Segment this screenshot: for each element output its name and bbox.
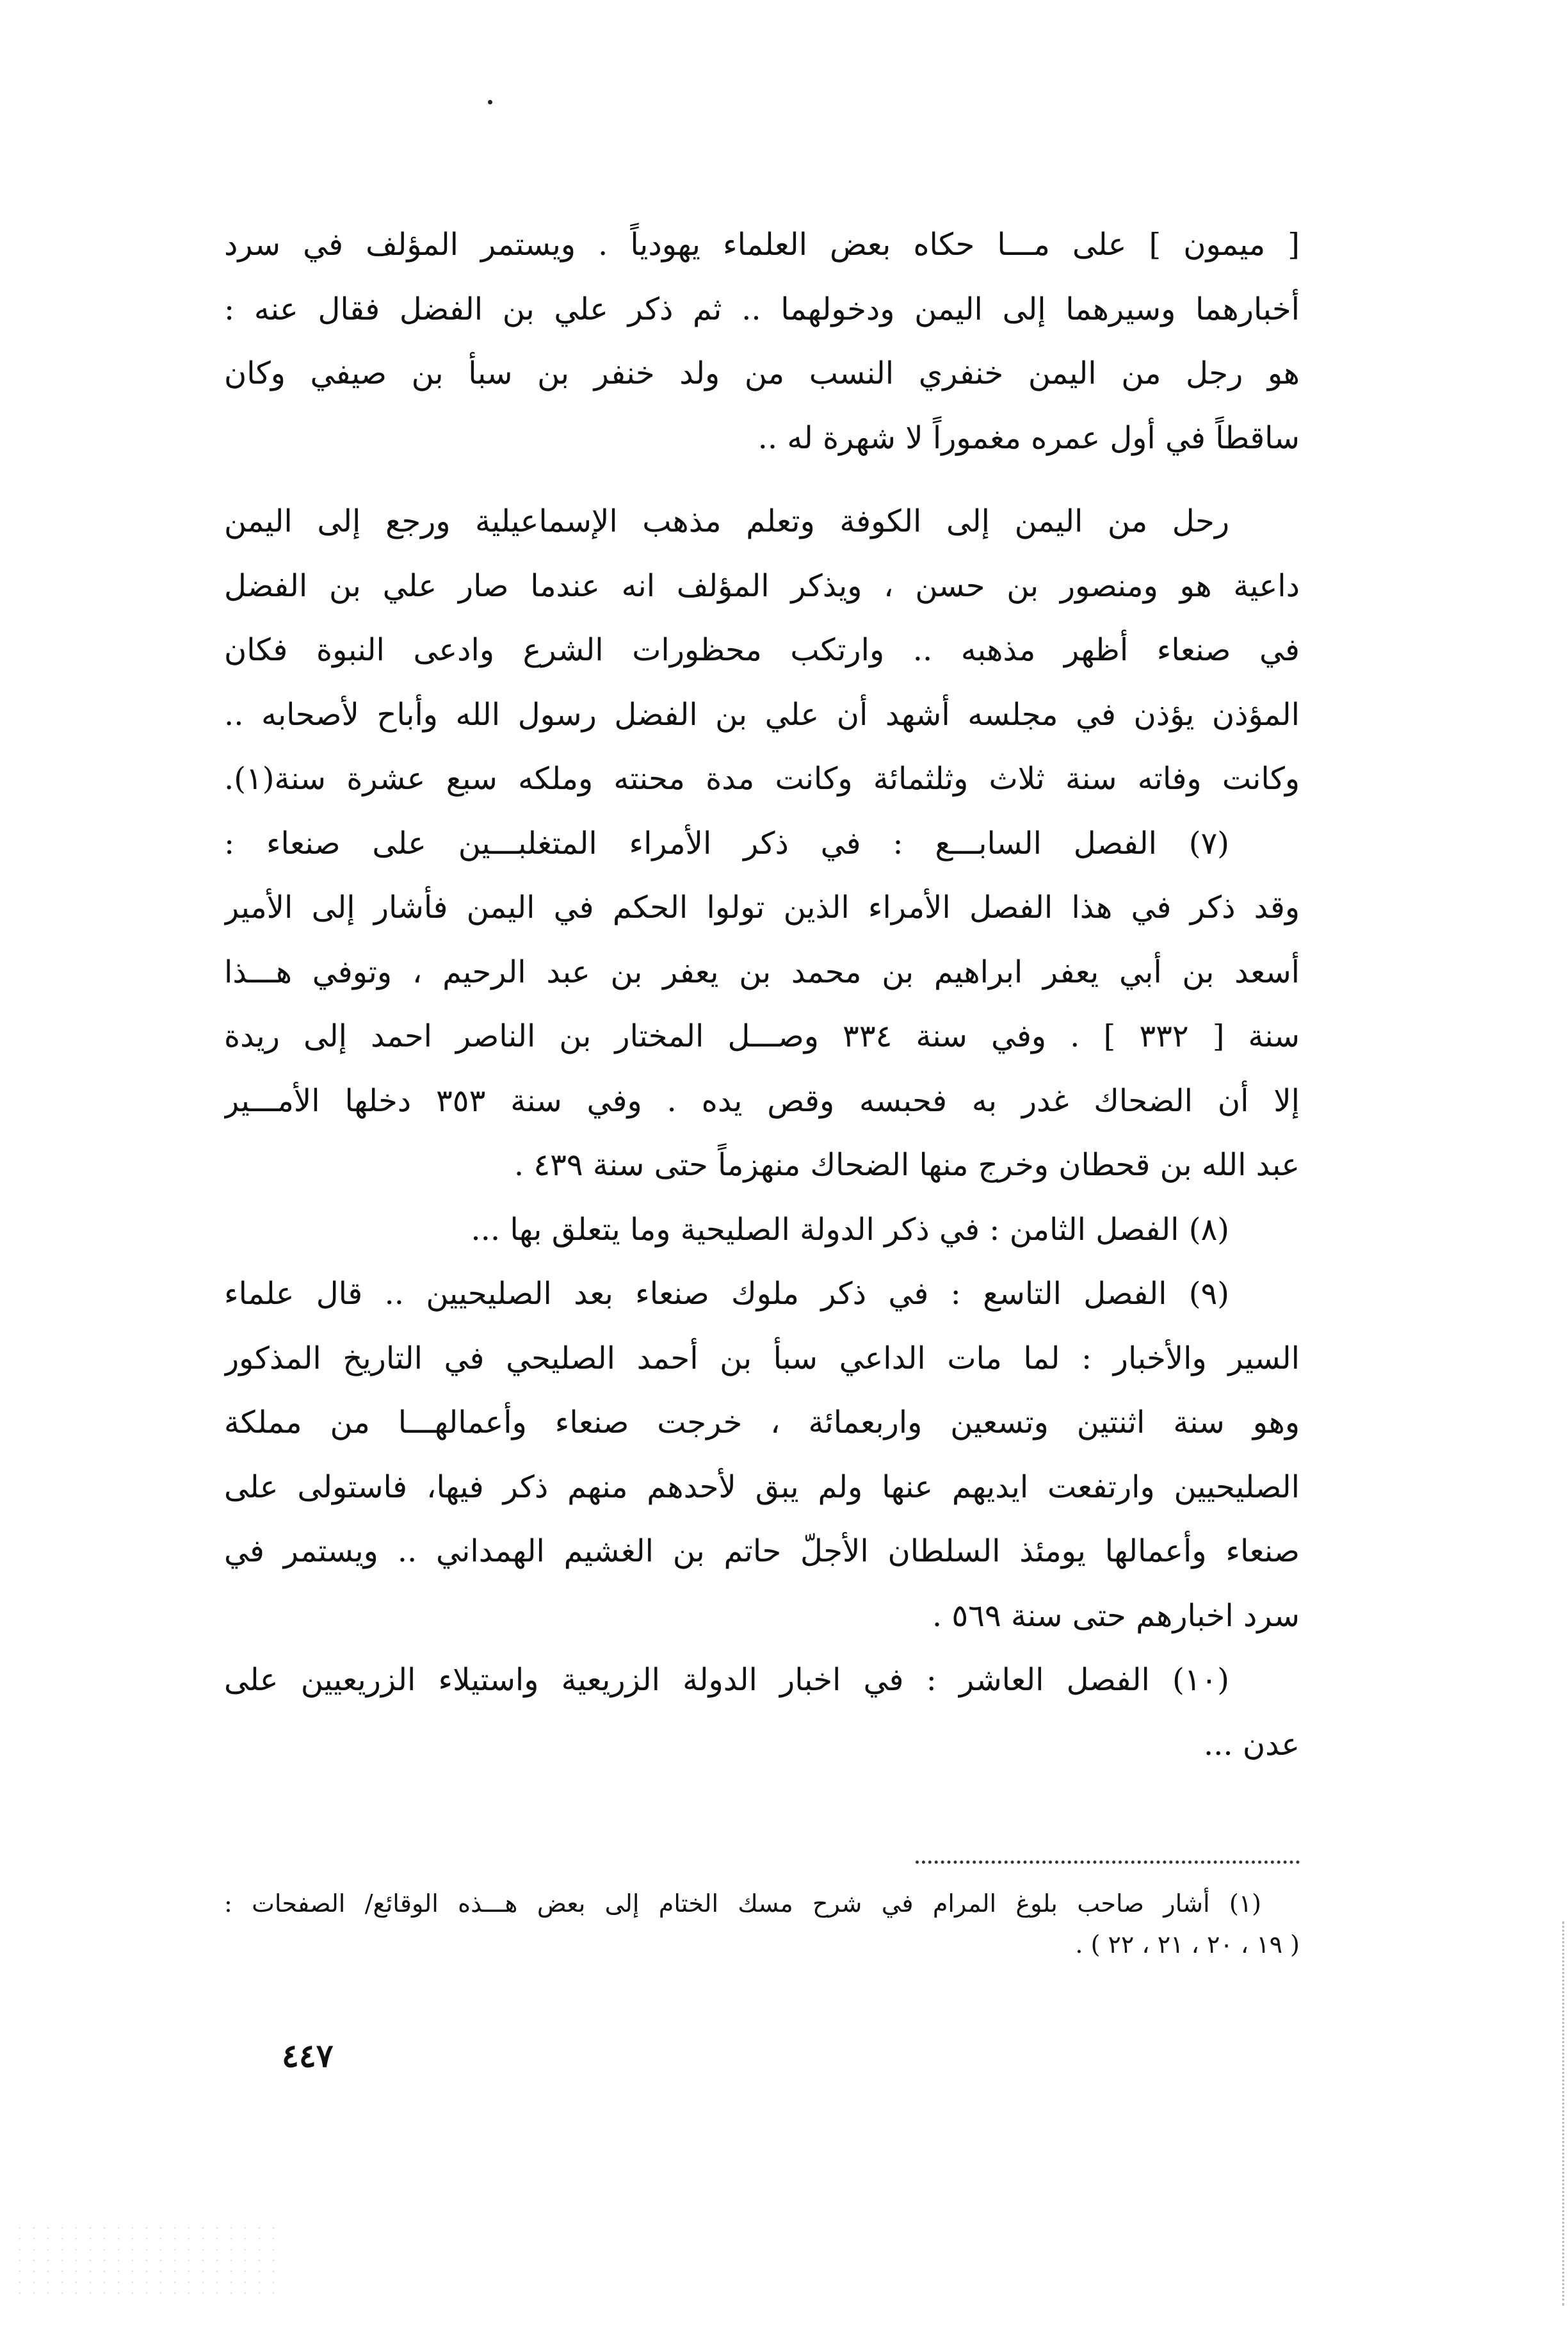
text-line: سنة [ ٣٣٢ ] . وفي سنة ٣٣٤ وصـــل المختار بن الناصر احمد إلى ريدة — [224, 1018, 1300, 1054]
text-line: [ ميمون ] على مـــا حكاه بعض العلماء يهودياً . ويستمر المؤلف في سرد — [224, 227, 1300, 263]
footnote-line: ( ١٩ ، ٢٠ ، ٢١ ، ٢٢ ) . — [1075, 1930, 1300, 1959]
text-line: (١٠) الفصل العاشر : في اخبار الدولة الزريعية واستيلاء الزريعيين على — [224, 1662, 1229, 1698]
text-line: في صنعاء أظهر مذهبه .. وارتكب محظورات الشرع وادعى النبوة فكان — [224, 632, 1300, 668]
text-line: (٩) الفصل التاسع : في ذكر ملوك صنعاء بعد الصليحيين .. قال علماء — [224, 1276, 1229, 1312]
ink-speck — [488, 100, 492, 104]
text-line: أسعد بن أبي يعفر ابراهيم بن محمد بن يعفر بن عبد الرحيم ، وتوفي هـــذا — [224, 954, 1300, 990]
text-line: سرد اخبارهم حتى سنة ٥٦٩ . — [932, 1597, 1300, 1634]
text-line: (٧) الفصل السابـــع : في ذكر الأمراء المتغلبـــين على صنعاء : — [224, 825, 1229, 861]
text-line: صنعاء وأعمالها يومئذ السلطان الأجلّ حاتم بن الغشيم الهمداني .. ويستمر في — [224, 1533, 1300, 1569]
text-line: عبد الله بن قحطان وخرج منها الضحاك منهزماً حتى سنة ٤٣٩ . — [513, 1147, 1300, 1183]
paragraph-gap — [224, 470, 1300, 489]
text-line: وكانت وفاته سنة ثلاث وثلثمائة وكانت مدة محنته وملكه سبع عشرة سنة(١). — [224, 761, 1300, 797]
scan-edge-marks — [1562, 1921, 1568, 2306]
text-line: المؤذن يؤذن في مجلسه أشهد أن علي بن الفضل رسول الله وأباح لأصحابه .. — [224, 696, 1300, 733]
footnote-separator — [916, 1861, 1300, 1864]
footnote-line: (١) أشار صاحب بلوغ المرام في شرح مسك الختام إلى بعض هـــذه الوقائع/ الصفحات : — [224, 1889, 1261, 1918]
text-line: داعية هو ومنصور بن حسن ، ويذكر المؤلف انه عندما صار علي بن الفضل — [224, 567, 1300, 604]
text-line: الصليحيين وارتفعت ايديهم عنها ولم يبق لأحدهم منهم ذكر فيها، فاستولى على — [224, 1469, 1300, 1505]
scan-noise — [13, 2222, 282, 2299]
body-text — [224, 213, 1300, 1777]
text-line: ساقطاً في أول عمره مغموراً لا شهرة له .. — [757, 420, 1300, 456]
text-line: رحل من اليمن إلى الكوفة وتعلم مذهب الإسماعيلية ورجع إلى اليمن — [224, 503, 1229, 539]
text-line: وقد ذكر في هذا الفصل الأمراء الذين تولوا الحكم في اليمن فأشار إلى الأمير — [224, 890, 1300, 925]
text-line: أخبارهما وسيرهما إلى اليمن ودخولهما .. ثم ذكر علي بن الفضل فقال عنه : — [224, 291, 1300, 327]
footnotes — [224, 1883, 1300, 1965]
text-line: عدن ... — [1203, 1726, 1300, 1763]
text-line: هو رجل من اليمن خنفري النسب من ولد خنفر بن سبأ بن صيفي وكان — [224, 355, 1300, 391]
page-number: ٤٤٧ — [282, 2037, 334, 2074]
text-line: إلا أن الضحاك غدر به فحبسه وقص يده . وفي سنة ٣٥٣ دخلها الأمـــير — [224, 1082, 1300, 1119]
text-line: السير والأخبار : لما مات الداعي سبأ بن أحمد الصليحي في التاريخ المذكور — [224, 1340, 1300, 1376]
text-line: (٨) الفصل الثامن : في ذكر الدولة الصليحية وما يتعلق بها ... — [471, 1211, 1229, 1248]
text-line: وهو سنة اثنتين وتسعين واربعمائة ، خرجت صنعاء وأعمالهـــا من مملكة — [224, 1405, 1300, 1440]
